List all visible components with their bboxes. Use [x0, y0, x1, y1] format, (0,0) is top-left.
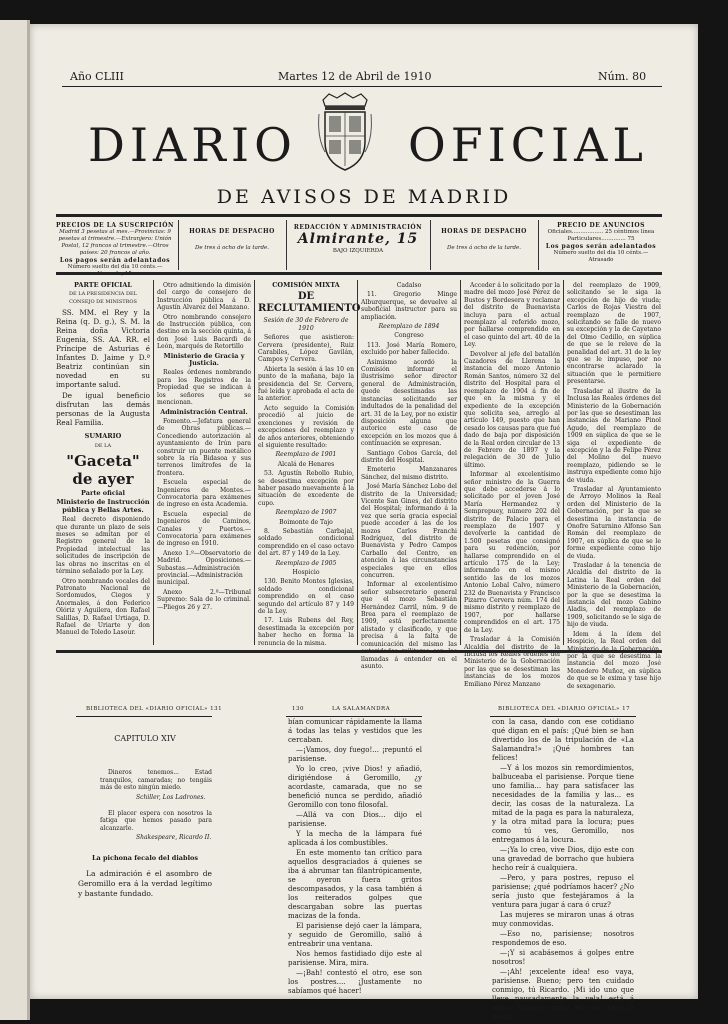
divider: [286, 220, 287, 270]
adjacent-page-edge: [0, 20, 30, 1020]
paragraph: Escuela especial de Ingenieros de Montes.—Convocatoria para exámenes de ingreso en esta Academia.: [157, 479, 251, 509]
year-label: Año CLIII: [70, 70, 124, 83]
paragraph: Anexo 1.º—Observatorio de Madrid. Oposiciones.—Subastas.—Administración provincial.—Administración municipal.: [157, 549, 251, 587]
serial-middle-column: [288, 718, 422, 995]
admin-box: [290, 224, 426, 255]
paragraph: 8. Sebastián Carbajal, soldado condicional comprendido en el caso octavo del art. 87 y 149 de la Ley.: [258, 527, 354, 558]
divider: [178, 220, 179, 270]
divider: [538, 220, 539, 270]
paragraph: Anexo 2.º—Tribunal Supremo: Sala de lo criminal.—Pliegos 26 y 27.: [157, 588, 251, 611]
prices-box: [56, 222, 174, 278]
recruitment-heading: DE RECLUTAMIENTO: [258, 291, 361, 315]
epigraph: Dineros tenemos... Estad tranquilos, camaradas; no tengáis más de esto ningún miedo.: [100, 769, 212, 791]
paragraph: 11. Gregorio Minge Alburquerque, se devuelve al suboficial instructor para su ampliación.: [361, 291, 457, 321]
paragraph: —¡Ah! ¡excelente idea! eso vaya, parisiense. Bueno; pero ten cuidado conmigo, tú Ricardo. ¡Mi ido uno que lleve pausadamente la vela! está á capa. ¡Vamos, arria! eso es, bajo la mesa.: [492, 968, 634, 1021]
paragraph: 53. Agustín Rebollo Rubio, se desestima excepción por haber pasado nuevamente á la situación de excedente de cupo.: [258, 470, 354, 507]
section-title: La pichona fecalo del diablos: [91, 854, 199, 862]
paragraph: Abierta la sesión á las 10 en punto de la mañana, bajo la presidencia del Sr. Cervera, fué leída y aprobada el acta de la anterior.: [258, 365, 354, 403]
subheading: Reemplazo de 1905: [275, 559, 337, 567]
office-hours-title: HORAS DE DESPACHO: [189, 228, 275, 235]
paragraph: Y la mecha de la lámpara fué aplicada á los combustibles.: [288, 830, 422, 847]
masthead-right: OFICIAL: [408, 118, 648, 172]
date-label: Martes 12 de Abril de 1910: [278, 70, 432, 83]
paragraph: 130. Benito Montes Iglesias, soldado condicional comprendido en el caso segundo del artículo 87 y 149 de la Ley.: [258, 578, 354, 616]
office-hours-text: De tres á ocho de la tarde.: [194, 245, 270, 251]
admin-street: Almirante, 15: [297, 231, 419, 247]
ads-single: Número suelto del día 10 cénts.—Atrasado: [553, 250, 649, 263]
subheading: Congreso: [394, 332, 424, 340]
epigraph: El placer espera con nosotros la fatiga que hemos pasado para alcanzarle.: [100, 809, 212, 832]
paragraph: Devolver al jefe del batallón Cazadores de Llerena la instancia del mozo Antonio Román Santos, número 32 del distrito del Hospital para el reemplazo de 1904 á fin de que en la misma y el expediente de la excepción que solicita sea, arreglo al artículo 149, puesto que han cesado los causas para que fué dado de baja por disposición de la Real orden circular de 13 de Febrero de 1897 y la relegación de 30 de Julio último.: [464, 350, 560, 469]
top-rule: [62, 86, 662, 87]
summary-sub: DE LA: [94, 442, 112, 449]
prices-advance: Los pagos serán adelantados: [59, 257, 171, 264]
parte-oficial-sub: Parte oficial: [81, 489, 125, 498]
chapter-title: CAPITULO XIV: [114, 734, 176, 743]
paragraph: —Allá va con Dios... dijo el parisiense.: [288, 811, 422, 828]
office-hours-box-2: [434, 228, 534, 252]
session-date: Sesión de 30 de Febrero de 1910: [263, 317, 349, 332]
serial-header-left: BIBLIOTECA DEL «DIARIO OFICIAL» 131: [86, 706, 223, 712]
ads-text2: Particulares.............. 75: [567, 236, 635, 242]
subheading: Boimonte de Tajo: [279, 518, 333, 526]
info-bottom-rule: [56, 272, 662, 275]
subheading: Alcalá de Henares: [277, 460, 335, 468]
paragraph: Reales órdenes nombrando para los Registros de la Propiedad que se indican á los señores que se mencionan.: [157, 369, 251, 407]
subheading: Cadalso: [396, 282, 422, 289]
paragraph: Otro nombrando vocales del Patronato Nacional de Sordomudos, Ciegos y Anormales, á don Federico Olóriz y Aguilera, don Rafael Salillas, D. Rafael Urtiaga, D. Rafael de Uriarte y don Manuel de Toledo Lasour.: [56, 577, 150, 637]
ads-box: [542, 222, 660, 264]
column-6: [567, 282, 661, 690]
column-divider: [153, 280, 154, 645]
masthead-left: DIARIO: [88, 118, 297, 172]
prices-title: PRECIOS DE LA SUSCRIPCIÓN: [56, 222, 174, 229]
paragraph: Trasladar á la Comisión Alcaldía del distrito de la Inclusa los Reales órdenes del Ministerio de la Gobernación por las que se desestiman las instancias de los mozos Emiliano Pérez Manzano: [464, 636, 560, 688]
paragraph: —¡Y si acabásemos á golpes entre nosotros!: [492, 949, 634, 966]
info-top-rule: [56, 214, 662, 217]
commission-heading: COMISIÓN MIXTA: [272, 281, 340, 289]
column-4: [361, 282, 457, 670]
paragraph: —¡Vamos, doy fuego!... ¡repuntó el parisiense.: [288, 746, 422, 763]
paragraph: Señores que asistieron: Cervera (presidente), Ruiz Carabiles, López Gavilán, Campos y Cervera.: [258, 334, 354, 364]
paragraph: —¡Ya lo creo, vive Dios, dijo este con una gravedad de borracho que hubiera hecho reír á cualquiera.: [492, 846, 634, 872]
ministry-heading: Ministerio de Instrucción pública y Bellas Artes.: [56, 498, 150, 514]
subheading: Hospicio: [292, 569, 320, 576]
ministry-heading: Administración Central.: [160, 407, 248, 416]
paragraph: Real decreto disponiendo que durante un plazo de seis meses se admitan por el Registro general de la Propiedad intelectual las solicitudes de inscripción de las obras no inscritas en el término señalado por la Ley.: [56, 516, 150, 576]
paragraph: Informar al excelentísimo señor ministro de la Guerra que debe accederse á lo solicitado por el joven José María Hermandez y Semprepuey, número 202 del distrito de Palacio para el reemplazo de 1907 y devolverle la cantidad de 1.500 pesetas que consignó para su redención, por hallarse comprendido en el artículo 175 de la Ley; informando en el mismo sentido las de los mozos Antonio Lobal Calvo, número 232 de Buenavista y Francisco Pizarro Cervera núm. 174 del mismo distrito y reemplazo de 1907, por hallarse comprendidos en el art. 175 de la Ley.: [464, 471, 560, 634]
parte-oficial-heading: PARTE OFICIAL: [74, 281, 132, 289]
paragraph: Otro nombrando consejero de Instrucción pública, con destino en la sección quinta, á don José Luis Bacardi de León, marqués de Retortillo: [157, 313, 251, 351]
paragraph: Yo lo creo, ¡vive Dios! y añadió, dirigiéndose á Geromillo, ¿y acordaste, camarada, que no se benefició nunca se perdido, añadió Geromillo con tono filosofal.: [288, 765, 422, 809]
paragraph: José María Sánchez Lobo del distrito de la Universidad; Vicente San Gines, del distrito del Hospital; informando á la vez que sería gracia especial puede acceder á las de los mozos Carlos Franchi Rodríguez, del distrito de Buenavista y Pedro Campos Carballo del Centro, en atención á las circunstancias especiales que en ellos concurren.: [361, 483, 457, 580]
ads-title: PRECIO DE ANUNCIOS: [557, 222, 645, 229]
paragraph: Acto seguido la Comisión procedió al juicio de exenciones y revisión de excepciones del reemplazo y de años anteriores, obteniendo el siguiente resultado:: [258, 404, 354, 449]
paragraph: del reemplazo de 1909, solicitando se le siga la excepción de hijo de viuda; Carlos de Rojas Viestra del reemplazo de 1907, solicitando se falle de nuevo su excepción y la de Cayetano del Olmo Cedillo, en súplica de que se le releve de la penalidad del art. 31 de la ley que se le impuso, por no encontrarse aclarado la situación que le permitiere presentarse.: [567, 282, 661, 386]
summary-heading: SUMARIO: [84, 432, 122, 441]
paragraph: Trasladar al ilustre de la Inclusa las Reales órdenes del Ministerio de la Gobernación por las que se desestiman las instancias de Mariano Pinol Agudo, del reemplazo de 1909 en súplica de que se le siga el expediente de excepción y la de Felipe Pérez del Molino del nuevo reemplazo, pidiendo se le instruya expediente como hijo de viuda.: [567, 387, 661, 484]
serial-rule: [76, 716, 212, 717]
gaceta-heading: "Gaceta" de ayer: [66, 452, 140, 489]
paragraph: Acceder á lo solicitado por la madre del mozo José Pérez de Bustos y Bordesera y reclamar del distrito de Buenavista incluya para el actual reemplazo al referido mozo, por hallarse comprendido en el caso quinto del art. 40 de la Ley.: [464, 282, 560, 349]
column-5: [464, 282, 560, 688]
paragraph: Trasladar á la tenencia de Alcaldía del distrito de la Latina la Real orden del Ministerio de la Gobernación, por la que se desestima la instancia del mozo Gabino Aladis, del reemplazo de 1909, solicitando se le siga de hijo de viuda.: [567, 562, 661, 629]
subheading: Reemplazo de 1907: [275, 509, 337, 517]
serial-header-mid: LA SALAMANDRA: [332, 706, 391, 712]
epigraph-author: Schiller, Los Ladrones.: [136, 793, 206, 801]
masthead-subtitle: DE AVISOS DE MADRID: [216, 186, 512, 208]
paragraph: —Y á los mozos sin remordimientos, balbuceaba el parisiense. Porque tiene uno familia... hay para satisfacer las necesidades de la familia y las... es decir, las cosas de la naturaleza. La mitad de la paga es para la naturaleza, y la otra mitad para la locura; pues como tú ves, Geromillo, nos entregamos á la locura.: [492, 764, 634, 844]
issue-number: Núm. 80: [598, 70, 647, 83]
paragraph: —¡Bah! contestó el otro, ese son los postres.... ¡Justamente no sabíamos qué hacer!: [288, 969, 422, 995]
paragraph: —Pero, y para postres, repuso el parisiense; ¿qué podríamos hacer? ¿No sería justo que festejáramos á la ventura para jugar á cara ó cruz?: [492, 874, 634, 909]
ads-advance: Los pagos serán adelantados: [545, 243, 657, 250]
column-divider: [254, 280, 255, 645]
serial-header-right: BIBLIOTECA DEL «DIARIO OFICIAL» 17: [498, 706, 631, 712]
serial-left-column: [78, 726, 212, 941]
paragraph: Nos hemos fastidiado dijo este al parisiense. Mira, mira.: [288, 950, 422, 967]
serial-rule: [490, 716, 636, 717]
serial-right-column: [492, 718, 634, 1021]
paragraph: Santiago Cobos García, del distrito del Hospital.: [361, 449, 457, 464]
royal-family-paragraph: De igual beneficio disfrutan las demás personas de la Augusta Real Familia.: [56, 391, 150, 428]
office-hours2-text: De tres á ocho de la tarde.: [446, 245, 522, 251]
paragraph: Emeterio Manzanares Sánchez, del mismo distrito.: [361, 466, 457, 481]
divider: [430, 220, 431, 270]
presidency-heading: DE LA PRESIDENCIA DEL CONSEJO DE MINISTROS: [69, 291, 137, 305]
paragraph: bían comunicar rápidamente la llama á todas las telas y vestidos que les cercaban.: [288, 718, 422, 744]
paragraph: En este momento tan crítico para aquellos desgraciados á quienes se iba á abrumar tan filantrópicamente, se oyeron fuera gritos descompasados, y la casa también á los reiterados golpes que descargaban sobre las puertas macizas de la fonda.: [288, 849, 422, 920]
paragraph: Las mujeres se miraron unas á otras muy conmovidas.: [492, 911, 634, 928]
office-hours-box: [182, 228, 282, 252]
paragraph: 113. José María Romero, excluido por haber fallecido.: [361, 341, 457, 357]
column-3: [258, 281, 361, 647]
column-divider: [563, 280, 564, 645]
column-1: [56, 282, 150, 642]
admin-title: REDACCIÓN Y ADMINISTRACIÓN: [293, 224, 423, 231]
coat-of-arms-icon: [317, 92, 373, 174]
office-hours2-title: HORAS DE DESPACHO: [441, 228, 527, 235]
paragraph: El parisiense dejó caer la lámpara, y seguido de Geromillo, salió á entreabrir una ventana.: [288, 922, 422, 948]
paragraph: Trasladar al Ayuntamiento de Arroyo Molinos la Real orden del Ministerio de la Gobernación, por la que se desestima la instancia de Onofre Saturnino Alfonso San Román del reemplazo de 1907, en súplica de que se le forme expediente como hijo de viuda.: [567, 485, 661, 560]
prices-single: Número suelto del día 10 cénts.—Atrasado, 15.: [67, 264, 163, 277]
column-2: [157, 282, 251, 642]
prices-text: Madrid 3 pesetas al mes.—Provincias: 9 pesetas al trimestre.—Extranjero: Unión Postal, 12 francos al trimestre.—Otros países: 20 francos al año.: [58, 229, 172, 256]
epigraph-author: Shakespeare, Ricardo II.: [136, 834, 212, 841]
serial-page-number: 130: [292, 706, 304, 712]
royal-health-paragraph: SS. MM. el Rey y la Reina (q. D. g.), S. M. la Reina doña Victoria Eugenia, SS. AA. RR. el Príncipe de Asturias é Infantes D. Jaime y D.ª Beatriz continúan sin novedad en su importante salud.: [56, 308, 150, 390]
column-divider: [460, 280, 461, 645]
section-rule: [56, 650, 662, 653]
paragraph: con la casa, dando con ese cotidiano qué digan en el país: ¡Qué bien se han divertido los de la tripulación de «La Salamandra!» ¡Qué hombres tan felices!: [492, 718, 634, 762]
ministry-heading: Ministerio de Gracia y Justicia.: [163, 351, 245, 368]
ads-text1: Oficiales.................. 25 céntimos línea: [547, 229, 655, 235]
paragraph: —Eso no, parisiense; nosotros respondemos de eso.: [492, 930, 634, 947]
paragraph: Otro admitiendo la dimisión del cargo de consejero de Instrucción pública á D. Agustín Alvarez del Manzano.: [157, 282, 251, 312]
admin-floor: BAJO IZQUIERDA: [332, 248, 384, 254]
subheading: Reemplazo de 1894: [378, 323, 440, 331]
subheading: Reemplazo de 1901: [275, 451, 337, 459]
paragraph: Fomento.—Jefatura general de Obras públicas.—Concediendo autorización al ayuntamiento de Irún para construir un puente metálico sobre la ría Bidasoa y sus terrenos limítrofes de la frontera.: [157, 417, 251, 477]
paragraph: Idem á la ídem del Hospicio, la Real orden del Ministerio de la Gobernación, por la que se desestima la instancia del mozo José Monedero Muñoz, en súplica de que se le exima y tase hijo de sexagenario.: [567, 630, 661, 690]
paragraph: 17. Luis Rubens del Rey, desestimada la excepción por haber hecho en forma la renuncia de la misma.: [258, 617, 354, 647]
paragraph: Informar al excelentísimo señor subsecretario general que el mozo Sebastián Hernández Carril, núm. 9 de Brea para el reemplazo de 1909, está perfectamente alistado y clasificado, y que precisa á la falta de comunicación del mismo las autoridades militares son las llamadas á entender en el asunto.: [361, 581, 457, 670]
column-divider: [357, 280, 358, 645]
paragraph: La admiración é el asombro de Geromillo era á la verdad legítimo y bastante fundado.: [78, 869, 212, 898]
paragraph: Escuela especial de Ingenieros de Caminos, Canales y Puertos.—Convocatoria para exámenes de ingreso en 1910.: [157, 510, 251, 548]
serial-rule: [286, 716, 422, 717]
paragraph: Asimismo acordó la Comisión informar el ilustrísimo señor director general de Administración, quede desestimadas las instancias solicitando ser indultados de la penalidad del art. 31 de la Ley, por no existir disposición alguna que autorice este caso de excepción en los mozos que á continuación se expresan.: [361, 358, 457, 448]
